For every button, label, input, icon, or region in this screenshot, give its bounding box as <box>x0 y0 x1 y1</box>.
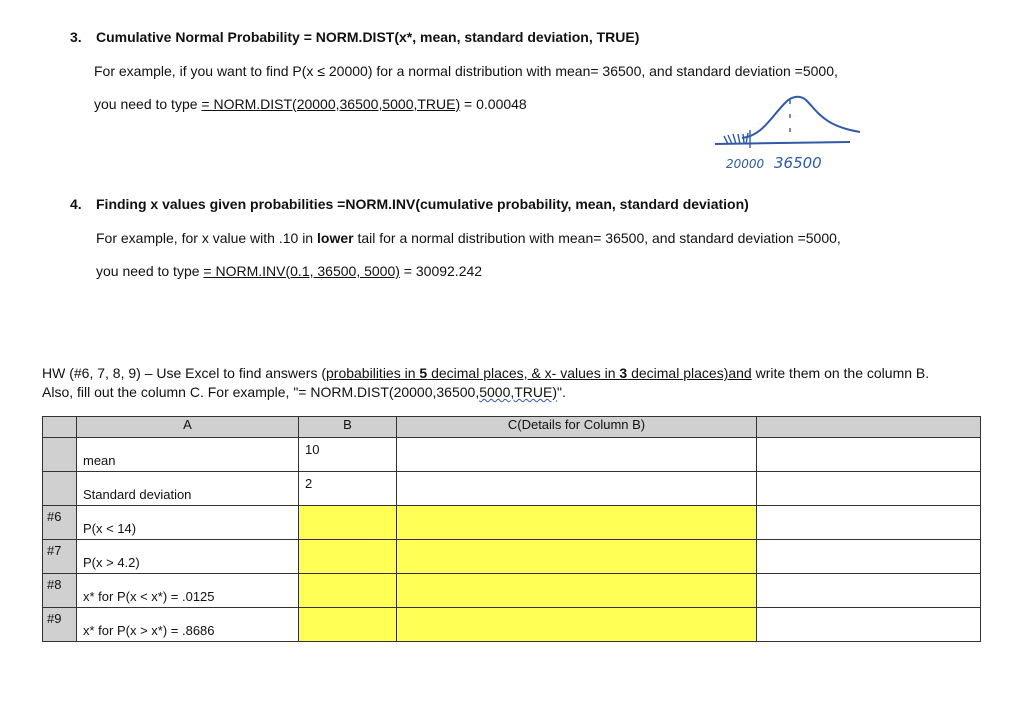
hw-bold-3: 3 <box>619 365 628 381</box>
row-label: x* for P(x < x*) = .0125 <box>83 589 215 604</box>
hw-text: probabilities in <box>326 365 420 381</box>
col-b-answer-cell[interactable] <box>299 540 397 574</box>
col-b-answer-cell[interactable] <box>299 574 397 608</box>
table-row <box>43 438 981 472</box>
section-3-example-line: For example, if you want to find P(x ≤ 20000) for a normal distribution with mean= 36500, and standard deviation =5000, <box>94 63 838 79</box>
col-a-cell[interactable] <box>77 608 299 642</box>
norm-inv-formula: = NORM.INV(0.1, 36500, 5000) <box>203 263 400 279</box>
homework-table <box>42 416 981 642</box>
hw-text: decimal <box>627 365 684 381</box>
col-d-cell[interactable] <box>757 506 981 540</box>
header-col-a[interactable]: A <box>77 417 299 438</box>
sketch-label-36500: 36500 <box>774 154 822 172</box>
sketch-label-20000: 20000 <box>726 157 765 171</box>
row-number: #8 <box>47 577 62 592</box>
hw-text: write them on the column B. <box>751 365 930 381</box>
row-label: P(x > 4.2) <box>83 555 140 570</box>
lower-keyword: lower <box>317 230 354 246</box>
table-row <box>43 506 981 540</box>
hw-instruction-line-1 <box>42 364 929 383</box>
row-value: 10 <box>305 442 320 457</box>
section-3-formula-line <box>94 96 527 112</box>
table-header-row <box>43 417 981 438</box>
hw-example-formula: 5000,TRUE) <box>479 384 558 400</box>
section-4-title: Finding x values given probabilities =NORM.INV(cumulative probability, mean, standard deviation) <box>96 196 749 212</box>
normal-curve-sketch <box>700 88 870 178</box>
formula-prefix: you need to type <box>96 263 204 279</box>
table-row <box>43 472 981 506</box>
col-a-cell[interactable] <box>77 438 299 472</box>
col-c-details-cell[interactable] <box>397 540 757 574</box>
col-b-answer-cell[interactable] <box>299 608 397 642</box>
section-4-formula-line <box>96 263 482 279</box>
col-a-cell[interactable] <box>77 506 299 540</box>
header-col-d[interactable] <box>757 417 981 438</box>
formula-prefix: you need to type <box>94 96 202 112</box>
col-c-cell[interactable] <box>397 472 757 506</box>
table-row <box>43 574 981 608</box>
row-number: #9 <box>47 611 62 626</box>
col-b-cell[interactable] <box>299 472 397 506</box>
formula-result: = 0.00048 <box>460 96 527 112</box>
formula-result: = 30092.242 <box>399 263 483 279</box>
header-col-b[interactable]: B <box>299 417 397 438</box>
hw-text: ". <box>557 384 566 400</box>
hw-text: places)and <box>683 365 752 381</box>
col-b-answer-cell[interactable] <box>299 506 397 540</box>
col-a-cell[interactable] <box>77 574 299 608</box>
section-4-example-line <box>96 230 841 246</box>
table-row <box>43 608 981 642</box>
row-number-cell[interactable] <box>43 608 77 642</box>
row-number-cell[interactable] <box>43 574 77 608</box>
example-text-part1: For example, for x value with .10 in <box>96 230 317 246</box>
section-3-title: Cumulative Normal Probability = NORM.DIST(x*, mean, standard deviation, TRUE) <box>96 29 640 45</box>
hw-precision-underlined <box>326 365 752 381</box>
col-d-cell[interactable] <box>757 608 981 642</box>
hw-bold-5: 5 <box>419 365 428 381</box>
header-corner-cell <box>43 417 77 438</box>
section-3-number: 3. <box>70 29 82 45</box>
table-row <box>43 540 981 574</box>
col-a-cell[interactable] <box>77 472 299 506</box>
row-number: #6 <box>47 509 62 524</box>
row-number-cell[interactable] <box>43 540 77 574</box>
row-number-cell[interactable] <box>43 506 77 540</box>
col-d-cell[interactable] <box>757 540 981 574</box>
hw-text: Also, fill out the column C. For example, "= NORM.DIST(20000,36500, <box>42 384 480 400</box>
col-c-cell[interactable] <box>397 438 757 472</box>
norm-dist-formula: = NORM.DIST(20000,36500,5000,TRUE) <box>201 96 461 112</box>
section-4-number: 4. <box>70 196 82 212</box>
header-col-c[interactable]: C(Details for Column B) <box>397 417 757 438</box>
col-a-cell[interactable] <box>77 540 299 574</box>
col-d-cell[interactable] <box>757 438 981 472</box>
col-d-cell[interactable] <box>757 472 981 506</box>
row-number-cell[interactable] <box>43 472 77 506</box>
col-b-cell[interactable] <box>299 438 397 472</box>
row-label: x* for P(x > x*) = .8686 <box>83 623 215 638</box>
row-label: Standard deviation <box>83 487 192 502</box>
col-c-details-cell[interactable] <box>397 608 757 642</box>
sketch-bell-curve <box>742 97 860 138</box>
col-d-cell[interactable] <box>757 574 981 608</box>
hw-text: decimal places, & x- values in <box>427 365 620 381</box>
row-value: 2 <box>305 476 313 491</box>
row-number-cell[interactable] <box>43 438 77 472</box>
example-text-part2: tail for a normal distribution with mean= 36500, and standard deviation =5000, <box>353 230 841 246</box>
row-label: mean <box>83 453 116 468</box>
hw-text: HW (#6, 7, 8, 9) – Use Excel to find answers ( <box>42 365 326 381</box>
row-number: #7 <box>47 543 62 558</box>
col-c-details-cell[interactable] <box>397 574 757 608</box>
col-c-details-cell[interactable] <box>397 506 757 540</box>
hw-instruction-line-2 <box>42 383 566 402</box>
row-label: P(x < 14) <box>83 521 137 536</box>
